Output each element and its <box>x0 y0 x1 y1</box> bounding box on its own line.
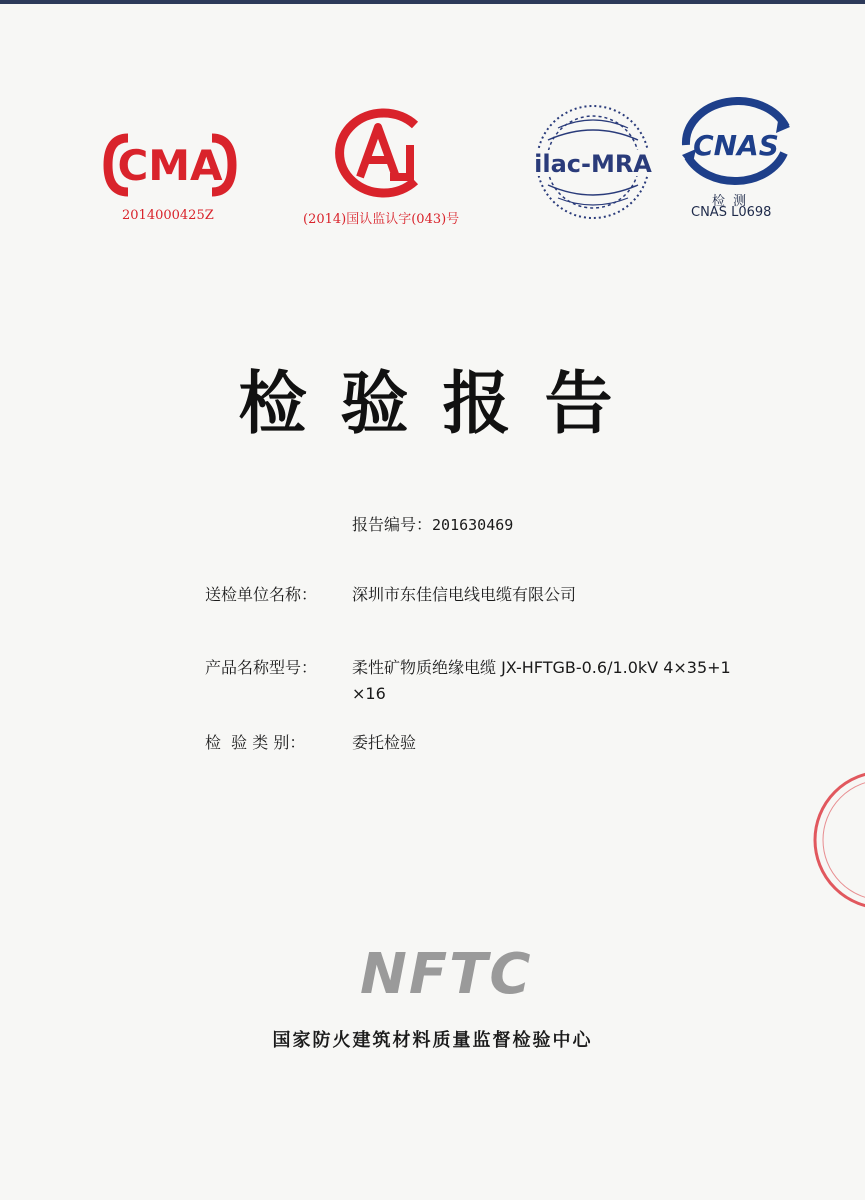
cma-logo <box>100 130 240 200</box>
cal-logo <box>320 105 440 201</box>
report-title: 检验报告 <box>238 365 647 444</box>
report-number-line <box>352 512 513 535</box>
cnas-mark-icon <box>676 97 796 192</box>
cnas-caption: CNAS L0698 <box>691 205 772 220</box>
ilac-mra-logo <box>528 100 658 225</box>
field-type-value: 委托检验 <box>352 733 417 752</box>
ilac-globe-icon <box>528 100 658 225</box>
field-submitter-value: 深圳市东佳信电线电缆有限公司 <box>352 585 577 604</box>
field-submitter-label: 送检单位名称： <box>205 585 318 604</box>
cma-mark-text: CMA <box>117 141 223 190</box>
report-number-label: 报告编号： <box>352 515 433 534</box>
cma-caption: 2014000425Z <box>122 208 214 223</box>
cal-mark-icon <box>320 105 440 201</box>
nftc-brand: NFTC <box>360 942 533 1007</box>
report-number: 201630469 <box>432 516 514 534</box>
cma-mark-icon <box>100 130 240 200</box>
seal-stamp-icon <box>808 765 865 915</box>
cal-caption: (2014)国认监认字(043)号 <box>303 212 460 227</box>
issuing-center-name: 国家防火建筑材料质量监督检验中心 <box>272 1030 593 1051</box>
field-product-value-cont: ×16 <box>352 684 386 703</box>
cnas-subtitle: 检 测 <box>712 194 749 209</box>
cnas-logo <box>676 97 796 192</box>
cnas-mark-text: CNAS <box>693 129 779 162</box>
official-seal <box>808 765 865 919</box>
field-product-value: 柔性矿物质绝缘电缆 JX-HFTGB-0.6/1.0kV 4×35+1 <box>352 658 731 677</box>
field-type-label: 检 验 类 别： <box>205 733 306 752</box>
ilac-mark-text: ilac-MRA <box>534 150 652 178</box>
field-product-label: 产品名称型号： <box>205 658 318 677</box>
accreditation-logos <box>0 95 865 235</box>
page-top-edge <box>0 0 865 4</box>
